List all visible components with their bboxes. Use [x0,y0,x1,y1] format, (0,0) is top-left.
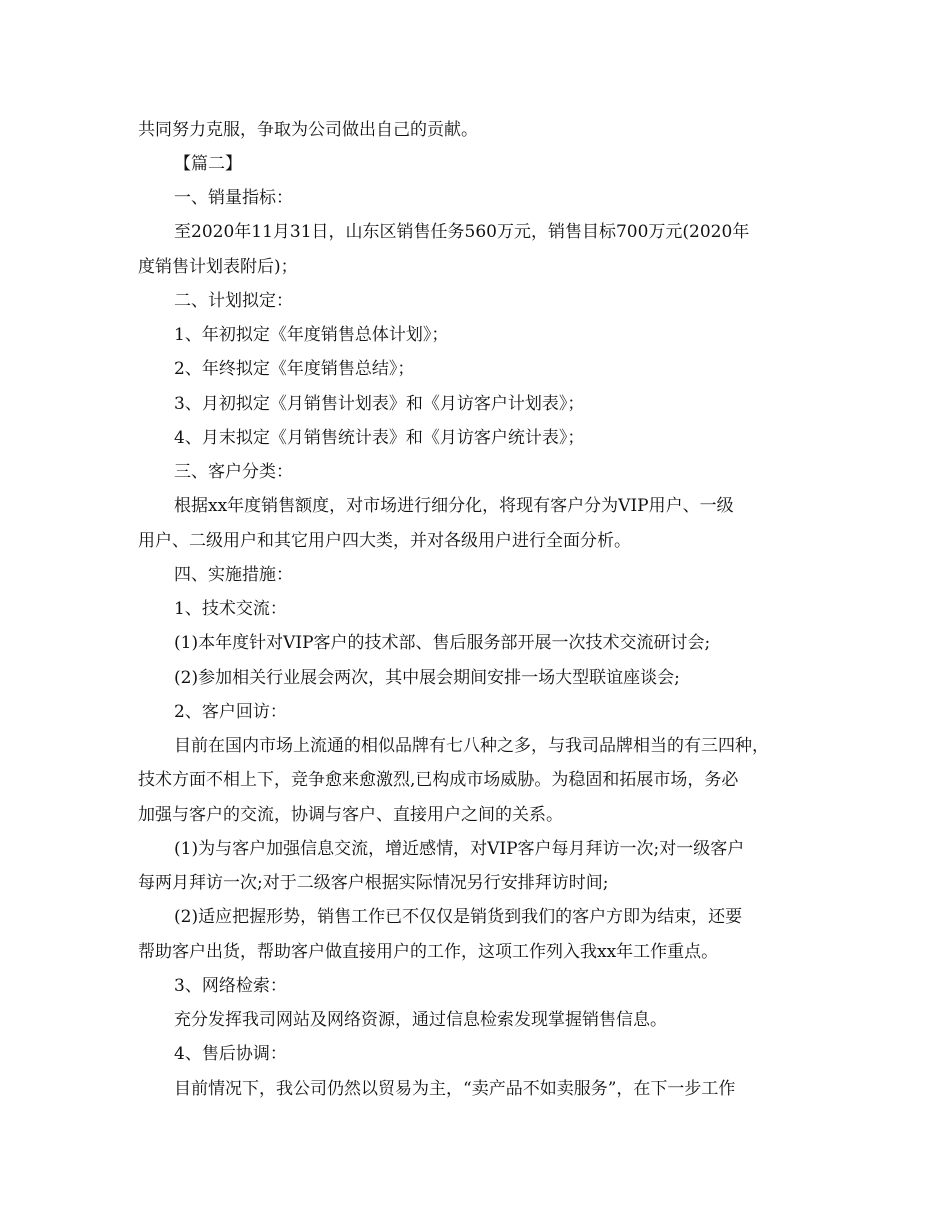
list-item: 2、年终拟定《年度销售总结》； [174,359,415,379]
section-heading: 【篇二】 [174,154,242,174]
list-item: (1)本年度针对VIP客户的技术部、售后服务部开展一次技术交流研讨会; [174,633,711,653]
text-line: 根据xx年度销售额度，对市场进行细分化，将现有客户分为VIP用户、一级 [174,496,734,516]
heading-line: 1、技术交流： [174,599,287,619]
heading-line: 二、计划拟定： [174,291,293,311]
list-item: 1、年初拟定《年度销售总体计划》； [174,325,449,345]
text-line: 共同努力克服，争取为公司做出自己的贡献。 [138,120,478,140]
text-line: 至2020年11月31日，山东区销售任务560万元，销售目标700万元(2020年 [174,222,750,242]
heading-line: 三、客户分类： [174,462,293,482]
text-line: 用户、二级用户和其它用户四大类，并对各级用户进行全面分析。 [138,531,631,551]
heading-line: 3、网络检索： [174,976,287,996]
heading-line: 2、客户回访： [174,702,287,722]
heading-line: 四、实施措施： [174,565,293,585]
list-item: 3、月初拟定《月销售计划表》和《月访客户计划表》； [174,394,585,414]
text-line: 技术方面不相上下，竞争愈来愈激烈,已构成市场威胁。为稳固和拓展市场，务必 [138,770,739,790]
list-item: 4、月末拟定《月销售统计表》和《月访客户统计表》； [174,428,585,448]
text-line: 帮助客户出货，帮助客户做直接用户的工作，这项工作列入我xx年工作重点。 [138,942,719,962]
heading-line: 一、销量指标： [174,188,293,208]
list-item: (2)参加相关行业展会两次，其中展会期间安排一场大型联谊座谈会; [174,668,680,688]
list-item: (1)为与客户加强信息交流，增近感情，对VIP客户每月拜访一次;对一级客户 [174,839,745,859]
list-item: (2)适应把握形势，销售工作已不仅仅是销货到我们的客户方即为结束，还要 [174,907,743,927]
text-line: 目前在国内市场上流通的相似品牌有七八种之多，与我司品牌相当的有三四种， [174,736,769,756]
text-line: 度销售计划表附后)； [138,257,298,277]
text-line: 每两月拜访一次;对于二级客户根据实际情况另行安排拜访时间; [138,873,609,893]
text-line: 加强与客户的交流，协调与客户、直接用户之间的关系。 [138,805,563,825]
text-line: 充分发挥我司网站及网络资源，通过信息检索发现掌握销售信息。 [174,1010,667,1030]
text-line: 目前情况下，我公司仍然以贸易为主，“卖产品不如卖服务”，在下一步工作 [174,1079,736,1099]
heading-line: 4、售后协调： [174,1044,287,1064]
